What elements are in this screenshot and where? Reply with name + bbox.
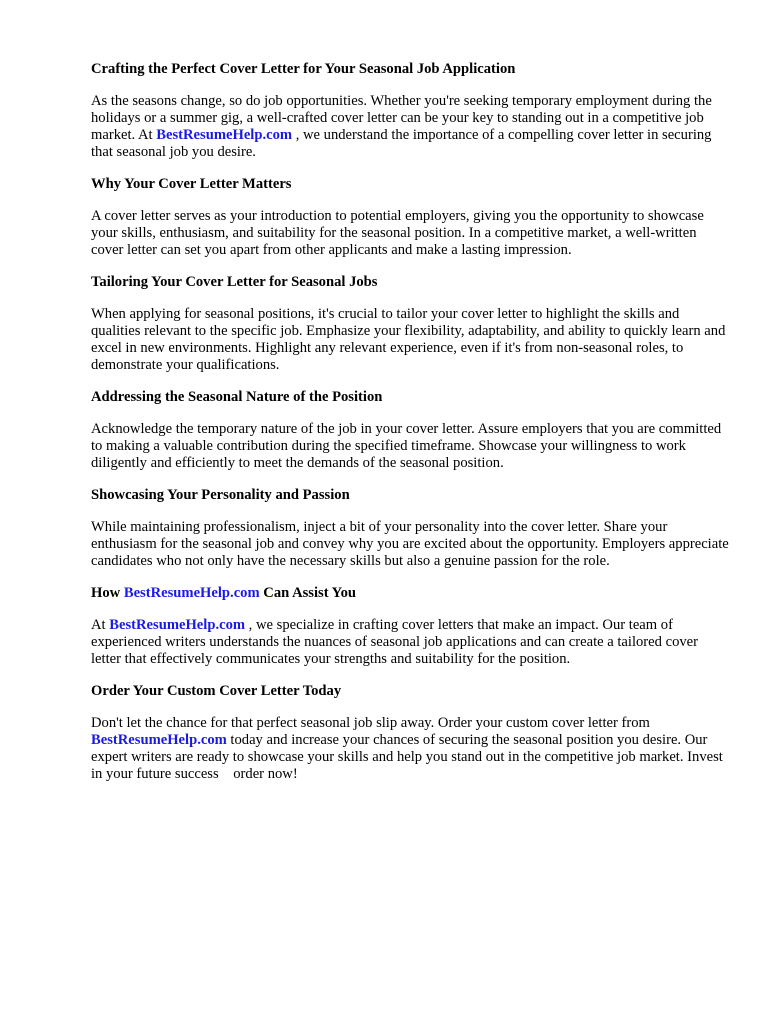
section-body-why: A cover letter serves as your introduction to potential employers, giving you the opportunity to showcase your skills, enthusiasm, and suitability for the seasonal position. In a competitive market, a well-written cover letter can set you apart from other applicants and make a lasting impression.	[91, 208, 704, 258]
section-heading-seasonal-nature: Addressing the Seasonal Nature of the Position	[91, 389, 383, 405]
section-heading-why: Why Your Cover Letter Matters	[91, 176, 292, 192]
assist-body-before: At	[91, 617, 110, 633]
order-body-before: Don't let the chance for that perfect seasonal job slip away. Order your custom cover letter from	[91, 715, 650, 731]
brand-link[interactable]: BestResumeHelp.com	[123, 585, 260, 601]
section-body-seasonal-nature: Acknowledge the temporary nature of the job in your cover letter. Assure employers that you are committed to making a valuable contribution during the specified timeframe. Showcase your willingness to work diligently and efficiently to meet the demands of the seasonal position.	[91, 421, 722, 471]
assist-heading-after: Can Assist You	[259, 585, 357, 601]
section-heading-personality: Showcasing Your Personality and Passion	[91, 487, 350, 503]
document-page	[91, 61, 729, 798]
order-body-after: today and increase your chances of securing the seasonal position you desire. Our expert writers are ready to showcase your skills and help you stand out in the competitive job market. Invest in your future success order now!	[91, 732, 723, 782]
intro-text-before: As the seasons change, so do job opportunities. Whether you're seeking temporary employment during the holidays or a summer gig, a well-crafted cover letter can be your key to standing out in a competitive job market. At	[91, 93, 712, 143]
intro-text-after: , we understand the importance of a compelling cover letter in securing that seasonal job you desire.	[91, 127, 712, 160]
brand-link[interactable]: BestResumeHelp.com	[91, 732, 227, 748]
section-heading-assist	[91, 585, 729, 602]
section-body-assist	[91, 617, 729, 668]
intro-paragraph	[91, 93, 729, 161]
section-body-personality: While maintaining professionalism, inject a bit of your personality into the cover letter. Share your enthusiasm for the seasonal job and convey why you are excited about the opportunity. Employers appreciate candidates who not only have the necessary skills but also a genuine passion for the role.	[91, 519, 729, 569]
brand-link[interactable]: BestResumeHelp.com	[156, 127, 293, 143]
section-heading-tailoring: Tailoring Your Cover Letter for Seasonal Jobs	[91, 274, 378, 290]
document-title: Crafting the Perfect Cover Letter for Your Seasonal Job Application	[91, 61, 516, 77]
assist-body-after: , we specialize in crafting cover letters that make an impact. Our team of experienced writers understands the nuances of seasonal job applications and can create a tailored cover letter that effectively communicates your strengths and suitability for the position.	[91, 617, 699, 667]
brand-link[interactable]: BestResumeHelp.com	[109, 617, 246, 633]
section-body-tailoring: When applying for seasonal positions, it's crucial to tailor your cover letter to highlight the skills and qualities relevant to the specific job. Emphasize your flexibility, adaptability, and ability to quickly learn and excel in new environments. Highlight any relevant experience, even if it's from non-seasonal roles, to demonstrate your qualifications.	[91, 306, 726, 373]
section-heading-order: Order Your Custom Cover Letter Today	[91, 683, 342, 699]
section-body-order	[91, 715, 729, 783]
assist-heading-before: How	[91, 585, 124, 601]
